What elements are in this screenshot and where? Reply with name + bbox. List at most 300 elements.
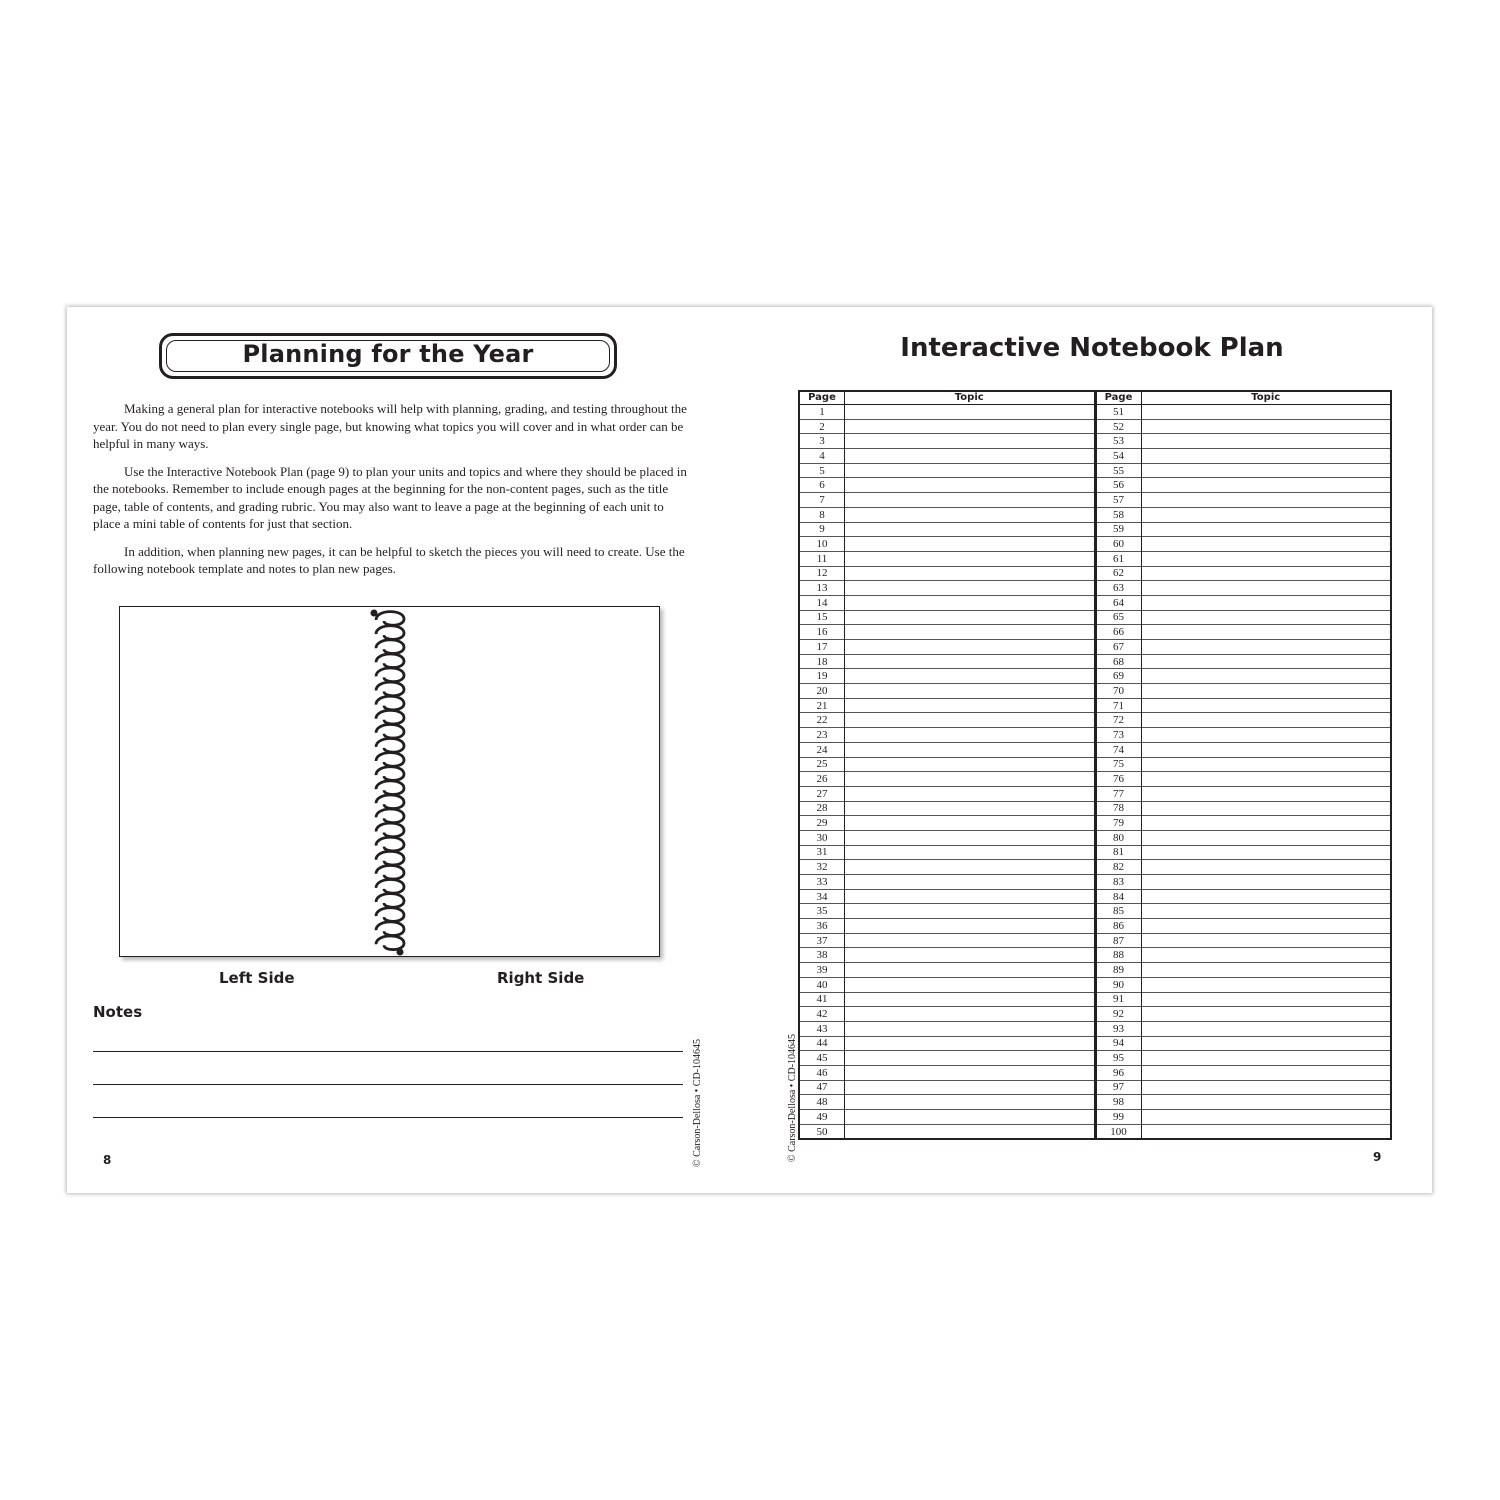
topic-cell[interactable] xyxy=(1141,963,1390,978)
table-row xyxy=(1097,1036,1391,1051)
page-number-cell: 29 xyxy=(800,816,845,831)
page-number-cell: 45 xyxy=(800,1051,845,1066)
topic-cell[interactable] xyxy=(845,654,1094,669)
topic-cell[interactable] xyxy=(845,992,1094,1007)
right-side-label: Right Side xyxy=(497,969,585,987)
topic-cell[interactable] xyxy=(845,640,1094,655)
page-number-cell: 40 xyxy=(800,977,845,992)
page-number-cell: 99 xyxy=(1097,1110,1142,1125)
page-number-cell: 8 xyxy=(800,507,845,522)
table-row xyxy=(800,860,1094,875)
topic-header: Topic xyxy=(845,392,1094,405)
page-number-cell: 50 xyxy=(800,1124,845,1138)
topic-cell[interactable] xyxy=(845,493,1094,508)
intro-text xyxy=(93,400,687,588)
table-row xyxy=(1097,640,1391,655)
table-row xyxy=(800,625,1094,640)
topic-cell[interactable] xyxy=(1141,1021,1390,1036)
page-number-cell: 98 xyxy=(1097,1095,1142,1110)
topic-cell[interactable] xyxy=(1141,845,1390,860)
table-row xyxy=(1097,933,1391,948)
topic-cell[interactable] xyxy=(845,625,1094,640)
table-row xyxy=(800,992,1094,1007)
topic-cell[interactable] xyxy=(845,669,1094,684)
page-number-cell: 70 xyxy=(1097,684,1142,699)
topic-cell[interactable] xyxy=(845,713,1094,728)
topic-cell[interactable] xyxy=(845,537,1094,552)
page-number-cell: 97 xyxy=(1097,1080,1142,1095)
table-row xyxy=(800,948,1094,963)
note-line[interactable] xyxy=(93,1084,683,1085)
table-row xyxy=(800,419,1094,434)
page-number-cell: 90 xyxy=(1097,977,1142,992)
table-row xyxy=(1097,610,1391,625)
table-row xyxy=(800,1036,1094,1051)
left-side-label: Left Side xyxy=(219,969,295,987)
page-number-cell: 23 xyxy=(800,728,845,743)
page-number-cell: 81 xyxy=(1097,845,1142,860)
topic-cell[interactable] xyxy=(845,830,1094,845)
topic-cell[interactable] xyxy=(1141,640,1390,655)
topic-cell[interactable] xyxy=(845,1110,1094,1125)
topic-cell[interactable] xyxy=(845,948,1094,963)
page-number-cell: 69 xyxy=(1097,669,1142,684)
topic-cell[interactable] xyxy=(845,728,1094,743)
page-number-cell: 48 xyxy=(800,1095,845,1110)
topic-cell[interactable] xyxy=(845,977,1094,992)
page-number-cell: 27 xyxy=(800,786,845,801)
page-number-cell: 88 xyxy=(1097,948,1142,963)
page-header: Page xyxy=(1097,392,1142,405)
topic-cell[interactable] xyxy=(1141,463,1390,478)
topic-cell[interactable] xyxy=(845,449,1094,464)
table-row xyxy=(1097,992,1391,1007)
page-number-cell: 82 xyxy=(1097,860,1142,875)
page-number-cell: 25 xyxy=(800,757,845,772)
table-row xyxy=(800,522,1094,537)
table-row xyxy=(1097,405,1391,420)
page-number-cell: 62 xyxy=(1097,566,1142,581)
topic-cell[interactable] xyxy=(845,698,1094,713)
topic-cell[interactable] xyxy=(845,610,1094,625)
page-number-cell: 35 xyxy=(800,904,845,919)
topic-cell[interactable] xyxy=(1141,1007,1390,1022)
table-row xyxy=(1097,1124,1391,1138)
table-row xyxy=(1097,889,1391,904)
topic-cell[interactable] xyxy=(845,1095,1094,1110)
table-row xyxy=(800,507,1094,522)
topic-cell[interactable] xyxy=(845,889,1094,904)
table-row xyxy=(800,1124,1094,1138)
topic-cell[interactable] xyxy=(1141,889,1390,904)
table-row xyxy=(1097,1065,1391,1080)
topic-cell[interactable] xyxy=(845,595,1094,610)
topic-cell[interactable] xyxy=(1141,654,1390,669)
topic-cell[interactable] xyxy=(845,566,1094,581)
table-row xyxy=(800,772,1094,787)
page-number-left: 8 xyxy=(103,1153,112,1167)
topic-cell[interactable] xyxy=(845,1036,1094,1051)
topic-cell[interactable] xyxy=(1141,581,1390,596)
topic-cell[interactable] xyxy=(1141,757,1390,772)
table-row xyxy=(800,493,1094,508)
copyright-left: © Carson-Dellosa • CD-104645 xyxy=(692,1038,703,1167)
table-row xyxy=(1097,478,1391,493)
topic-cell[interactable] xyxy=(1141,434,1390,449)
table-row xyxy=(1097,566,1391,581)
topic-cell[interactable] xyxy=(845,1124,1094,1138)
table-row xyxy=(800,816,1094,831)
table-row xyxy=(800,963,1094,978)
topic-cell[interactable] xyxy=(845,507,1094,522)
table-row xyxy=(1097,493,1391,508)
page-number-cell: 5 xyxy=(800,463,845,478)
topic-cell[interactable] xyxy=(1141,669,1390,684)
page-number-cell: 59 xyxy=(1097,522,1142,537)
page-number-cell: 55 xyxy=(1097,463,1142,478)
topic-cell[interactable] xyxy=(845,742,1094,757)
table-row xyxy=(1097,507,1391,522)
page-number-cell: 96 xyxy=(1097,1065,1142,1080)
table-row xyxy=(1097,845,1391,860)
topic-cell[interactable] xyxy=(1141,507,1390,522)
page-number-cell: 26 xyxy=(800,772,845,787)
page-number-cell: 10 xyxy=(800,537,845,552)
page-number-cell: 63 xyxy=(1097,581,1142,596)
page-number-cell: 44 xyxy=(800,1036,845,1051)
page-number-cell: 91 xyxy=(1097,992,1142,1007)
page-number-cell: 77 xyxy=(1097,786,1142,801)
page-number-cell: 16 xyxy=(800,625,845,640)
page-number-cell: 80 xyxy=(1097,830,1142,845)
page-number-cell: 37 xyxy=(800,933,845,948)
topic-cell[interactable] xyxy=(1141,449,1390,464)
table-row xyxy=(1097,772,1391,787)
topic-cell[interactable] xyxy=(845,963,1094,978)
table-row xyxy=(800,537,1094,552)
page-number-cell: 18 xyxy=(800,654,845,669)
table-row xyxy=(800,1110,1094,1125)
table-row xyxy=(800,595,1094,610)
table-row xyxy=(800,1021,1094,1036)
topic-cell[interactable] xyxy=(845,478,1094,493)
page-number-cell: 15 xyxy=(800,610,845,625)
table-row xyxy=(800,801,1094,816)
table-row xyxy=(800,434,1094,449)
page-number-cell: 75 xyxy=(1097,757,1142,772)
table-row xyxy=(1097,1007,1391,1022)
page-number-cell: 93 xyxy=(1097,1021,1142,1036)
topic-cell[interactable] xyxy=(1141,1110,1390,1125)
page-number-cell: 46 xyxy=(800,1065,845,1080)
topic-cell[interactable] xyxy=(845,933,1094,948)
table-row xyxy=(1097,1095,1391,1110)
table-row xyxy=(1097,757,1391,772)
page-number-cell: 95 xyxy=(1097,1051,1142,1066)
page-number-cell: 92 xyxy=(1097,1007,1142,1022)
paragraph-3: In addition, when planning new pages, it can be helpful to sketch the pieces you will need to create. Use the following notebook template and notes to plan new pages. xyxy=(93,543,685,576)
table-row xyxy=(800,713,1094,728)
topic-cell[interactable] xyxy=(1141,419,1390,434)
table-row xyxy=(800,1065,1094,1080)
page-number-cell: 78 xyxy=(1097,801,1142,816)
page-number-cell: 22 xyxy=(800,713,845,728)
table-row xyxy=(800,463,1094,478)
topic-cell[interactable] xyxy=(1141,830,1390,845)
topic-cell[interactable] xyxy=(845,684,1094,699)
topic-cell[interactable] xyxy=(845,1051,1094,1066)
page-number-cell: 33 xyxy=(800,875,845,890)
page-number-cell: 32 xyxy=(800,860,845,875)
table-row xyxy=(1097,875,1391,890)
topic-cell[interactable] xyxy=(845,786,1094,801)
topic-cell[interactable] xyxy=(1141,595,1390,610)
topic-cell[interactable] xyxy=(1141,522,1390,537)
table-row xyxy=(1097,537,1391,552)
page-number-cell: 24 xyxy=(800,742,845,757)
topic-cell[interactable] xyxy=(845,860,1094,875)
table-row xyxy=(800,581,1094,596)
topic-cell[interactable] xyxy=(845,757,1094,772)
topic-cell[interactable] xyxy=(1141,1080,1390,1095)
topic-cell[interactable] xyxy=(1141,728,1390,743)
note-line[interactable] xyxy=(93,1117,683,1118)
table-row xyxy=(800,845,1094,860)
page-number-cell: 64 xyxy=(1097,595,1142,610)
topic-cell[interactable] xyxy=(845,1007,1094,1022)
topic-cell[interactable] xyxy=(1141,801,1390,816)
table-row xyxy=(800,889,1094,904)
table-row xyxy=(800,566,1094,581)
page-number-cell: 89 xyxy=(1097,963,1142,978)
topic-cell[interactable] xyxy=(845,772,1094,787)
page-number-cell: 57 xyxy=(1097,493,1142,508)
planning-title-box xyxy=(159,333,617,379)
table-row xyxy=(1097,463,1391,478)
table-row xyxy=(1097,948,1391,963)
paragraph-2: Use the Interactive Notebook Plan (page 9) to plan your units and topics and where they should be placed in the notebooks. Remember to include enough pages at the beginning for the non-content pages, such as the title page, table of contents, and grading rubric. You may also want to leave a page at the beginning of each unit to place a mini table of contents for just that section. xyxy=(93,463,687,531)
table-row xyxy=(1097,728,1391,743)
topic-cell[interactable] xyxy=(1141,977,1390,992)
table-row xyxy=(1097,919,1391,934)
page-number-cell: 94 xyxy=(1097,1036,1142,1051)
table-row xyxy=(800,478,1094,493)
table-row xyxy=(1097,698,1391,713)
copyright-right: © Carson-Dellosa • CD-104645 xyxy=(787,1033,798,1162)
table-row xyxy=(800,654,1094,669)
table-row xyxy=(1097,522,1391,537)
topic-cell[interactable] xyxy=(1141,1065,1390,1080)
page-number-cell: 60 xyxy=(1097,537,1142,552)
page-number-cell: 12 xyxy=(800,566,845,581)
page-number-cell: 85 xyxy=(1097,904,1142,919)
page-number-cell: 31 xyxy=(800,845,845,860)
topic-cell[interactable] xyxy=(845,801,1094,816)
page-number-cell: 41 xyxy=(800,992,845,1007)
table-row xyxy=(800,449,1094,464)
table-row xyxy=(1097,625,1391,640)
page-number-cell: 42 xyxy=(800,1007,845,1022)
topic-cell[interactable] xyxy=(1141,1124,1390,1138)
topic-cell[interactable] xyxy=(845,522,1094,537)
topic-cell[interactable] xyxy=(845,1021,1094,1036)
table-row xyxy=(800,405,1094,420)
page-number-cell: 49 xyxy=(800,1110,845,1125)
page-number-cell: 21 xyxy=(800,698,845,713)
topic-cell[interactable] xyxy=(845,875,1094,890)
table-row xyxy=(800,1007,1094,1022)
topic-cell[interactable] xyxy=(1141,742,1390,757)
page-number-cell: 76 xyxy=(1097,772,1142,787)
page-number-cell: 52 xyxy=(1097,419,1142,434)
page-number-cell: 11 xyxy=(800,551,845,566)
topic-cell[interactable] xyxy=(1141,610,1390,625)
page-number-cell: 30 xyxy=(800,830,845,845)
page-number-cell: 68 xyxy=(1097,654,1142,669)
table-row xyxy=(800,1095,1094,1110)
table-row xyxy=(1097,1021,1391,1036)
topic-cell[interactable] xyxy=(1141,786,1390,801)
table-row xyxy=(800,875,1094,890)
table-row xyxy=(800,610,1094,625)
topic-cell[interactable] xyxy=(1141,566,1390,581)
table-row xyxy=(1097,1051,1391,1066)
topic-cell[interactable] xyxy=(845,1065,1094,1080)
topic-cell[interactable] xyxy=(1141,772,1390,787)
topic-cell[interactable] xyxy=(1141,537,1390,552)
topic-cell[interactable] xyxy=(1141,875,1390,890)
topic-cell[interactable] xyxy=(845,816,1094,831)
note-line[interactable] xyxy=(93,1051,683,1052)
topic-cell[interactable] xyxy=(1141,992,1390,1007)
topic-cell[interactable] xyxy=(1141,551,1390,566)
table-row xyxy=(1097,595,1391,610)
page-number-cell: 13 xyxy=(800,581,845,596)
topic-cell[interactable] xyxy=(1141,1051,1390,1066)
topic-cell[interactable] xyxy=(845,463,1094,478)
page-number-cell: 87 xyxy=(1097,933,1142,948)
table-row xyxy=(800,728,1094,743)
table-row xyxy=(800,830,1094,845)
table-row xyxy=(1097,713,1391,728)
table-row xyxy=(1097,977,1391,992)
table-row xyxy=(800,1051,1094,1066)
topic-cell[interactable] xyxy=(845,551,1094,566)
page-number-cell: 86 xyxy=(1097,919,1142,934)
page-number-cell: 36 xyxy=(800,919,845,934)
plan-table xyxy=(798,390,1392,1140)
page-number-cell: 74 xyxy=(1097,742,1142,757)
topic-cell[interactable] xyxy=(1141,1095,1390,1110)
topic-cell[interactable] xyxy=(1141,933,1390,948)
table-row xyxy=(800,742,1094,757)
table-row xyxy=(800,919,1094,934)
topic-cell[interactable] xyxy=(1141,904,1390,919)
table-row xyxy=(1097,963,1391,978)
plan-title: Interactive Notebook Plan xyxy=(900,333,1284,363)
table-row xyxy=(800,551,1094,566)
table-row xyxy=(1097,684,1391,699)
topic-cell[interactable] xyxy=(845,419,1094,434)
page-number-cell: 54 xyxy=(1097,449,1142,464)
page-number-cell: 67 xyxy=(1097,640,1142,655)
page-number-cell: 20 xyxy=(800,684,845,699)
page-number-cell: 14 xyxy=(800,595,845,610)
topic-cell[interactable] xyxy=(1141,478,1390,493)
page-number-cell: 83 xyxy=(1097,875,1142,890)
page-number-cell: 72 xyxy=(1097,713,1142,728)
topic-cell[interactable] xyxy=(1141,948,1390,963)
table-row xyxy=(800,933,1094,948)
table-row xyxy=(800,757,1094,772)
topic-cell[interactable] xyxy=(1141,860,1390,875)
page-number-cell: 100 xyxy=(1097,1124,1142,1138)
table-row xyxy=(1097,449,1391,464)
page-number-cell: 7 xyxy=(800,493,845,508)
page-number-cell: 17 xyxy=(800,640,845,655)
table-row xyxy=(1097,434,1391,449)
table-row xyxy=(1097,654,1391,669)
table-row xyxy=(1097,419,1391,434)
topic-cell[interactable] xyxy=(1141,684,1390,699)
page-number-cell: 79 xyxy=(1097,816,1142,831)
table-row xyxy=(1097,816,1391,831)
topic-cell[interactable] xyxy=(845,405,1094,420)
page-number-cell: 61 xyxy=(1097,551,1142,566)
table-row xyxy=(1097,830,1391,845)
page-number-cell: 58 xyxy=(1097,507,1142,522)
topic-cell[interactable] xyxy=(845,434,1094,449)
topic-cell[interactable] xyxy=(845,919,1094,934)
table-row xyxy=(1097,669,1391,684)
page-header: Page xyxy=(800,392,845,405)
table-row xyxy=(1097,742,1391,757)
notes-label: Notes xyxy=(93,1003,143,1021)
topic-cell[interactable] xyxy=(1141,625,1390,640)
table-row xyxy=(1097,1110,1391,1125)
page-number-cell: 4 xyxy=(800,449,845,464)
topic-cell[interactable] xyxy=(1141,919,1390,934)
table-row xyxy=(800,1080,1094,1095)
page-number-cell: 28 xyxy=(800,801,845,816)
page-number-cell: 65 xyxy=(1097,610,1142,625)
topic-cell[interactable] xyxy=(1141,698,1390,713)
plan-column-left xyxy=(800,392,1097,1138)
notebook-template xyxy=(119,606,660,957)
topic-cell[interactable] xyxy=(845,845,1094,860)
page-number-cell: 71 xyxy=(1097,698,1142,713)
topic-cell[interactable] xyxy=(1141,1036,1390,1051)
table-row xyxy=(1097,551,1391,566)
page-number-cell: 53 xyxy=(1097,434,1142,449)
page-number-cell: 3 xyxy=(800,434,845,449)
table-row xyxy=(1097,786,1391,801)
page-number-cell: 51 xyxy=(1097,405,1142,420)
topic-cell[interactable] xyxy=(845,581,1094,596)
topic-cell[interactable] xyxy=(845,904,1094,919)
topic-cell[interactable] xyxy=(1141,713,1390,728)
page-number-cell: 34 xyxy=(800,889,845,904)
page-number-cell: 84 xyxy=(1097,889,1142,904)
topic-cell[interactable] xyxy=(845,1080,1094,1095)
paragraph-1: Making a general plan for interactive notebooks will help with planning, grading, and testing throughout the year. You do not need to plan every single page, but knowing what topics you will cover and in what order can be helpful in many ways. xyxy=(93,401,687,451)
table-row xyxy=(800,977,1094,992)
topic-cell[interactable] xyxy=(1141,405,1390,420)
page-number-cell: 2 xyxy=(800,419,845,434)
topic-cell[interactable] xyxy=(1141,816,1390,831)
page-number-cell: 38 xyxy=(800,948,845,963)
topic-cell[interactable] xyxy=(1141,493,1390,508)
